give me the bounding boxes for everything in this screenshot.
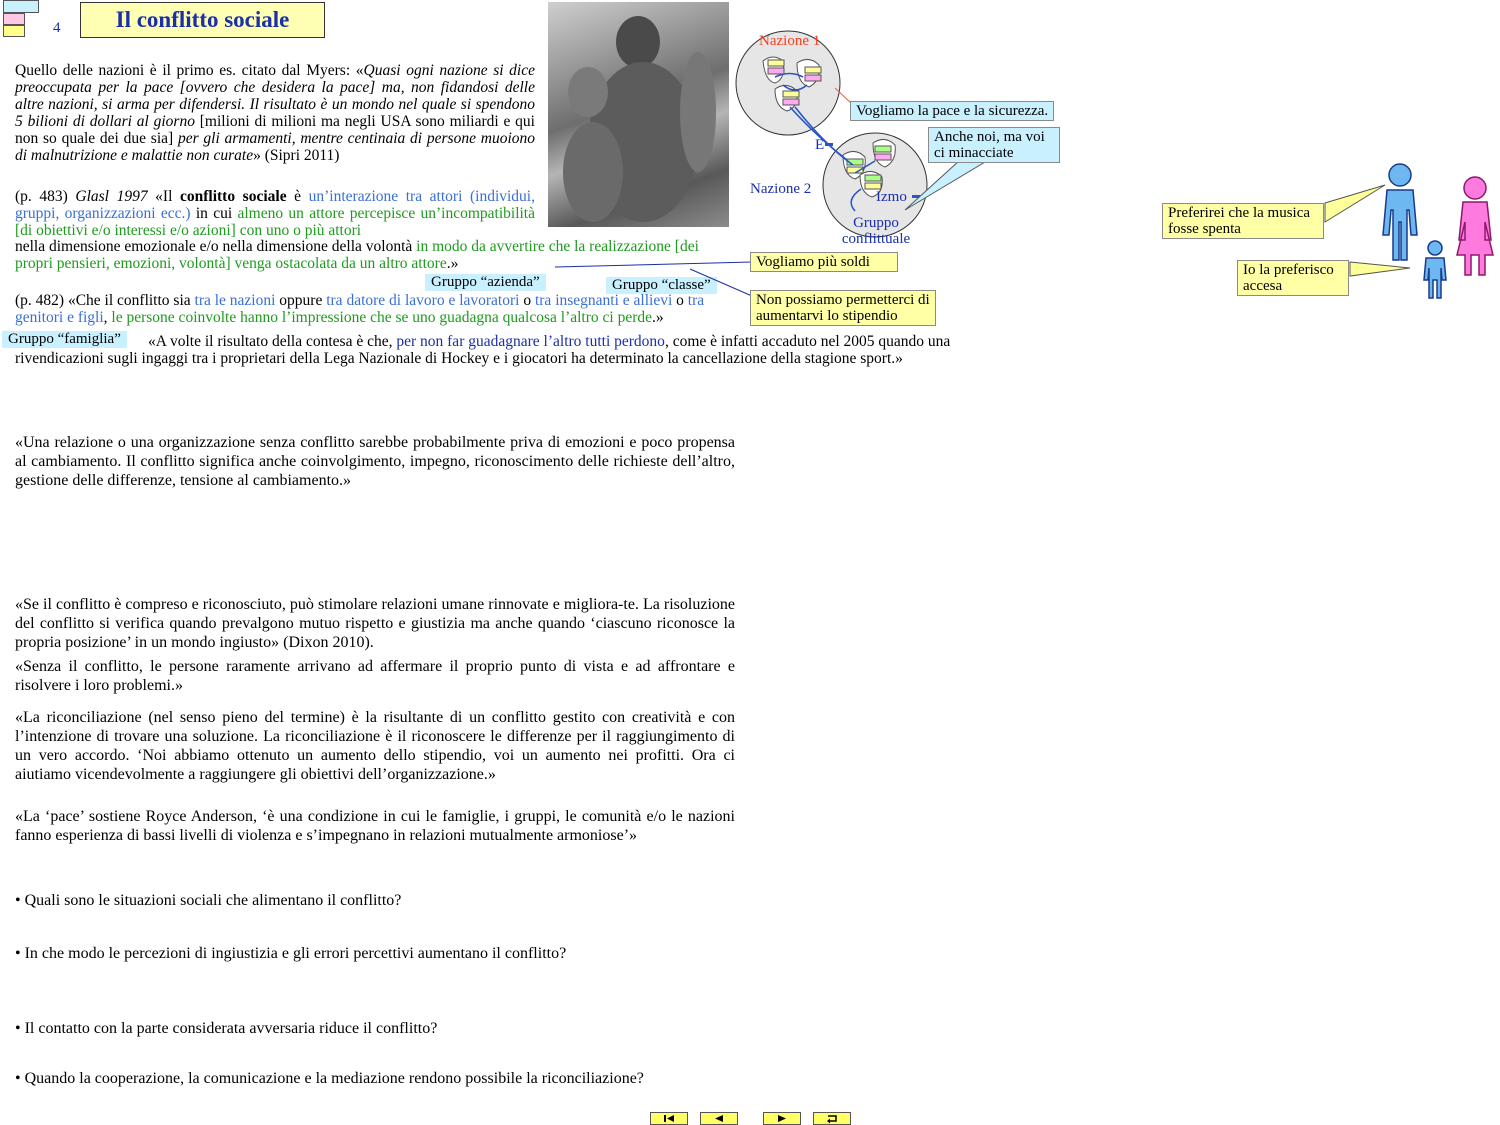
nav-return-button[interactable] (813, 1112, 851, 1125)
prev-icon (701, 1113, 737, 1124)
p482-c: oppure (275, 292, 327, 309)
tag-gruppo-famiglia: Gruppo “famiglia” (2, 331, 127, 348)
callout-piu-soldi: Vogliamo più soldi (750, 252, 898, 272)
mother-icon (1457, 177, 1493, 275)
nazione-1-label: Nazione 1 (759, 33, 821, 49)
glasl-g: in cui (190, 205, 238, 222)
hockey-a: «A volte il risultato della contesa è che, (148, 333, 397, 350)
intro-text-d: per gli armamenti, mentre centinaia di persone muoiono di malnutrizione e malattie non curate (15, 130, 535, 164)
p482-d: tra datore di lavoro e lavoratori (326, 292, 520, 309)
intro-text-e: » (Sipri 2011) (253, 147, 340, 164)
nav-prev-button[interactable] (700, 1112, 738, 1125)
glasl-c: «Il (147, 188, 180, 205)
hockey-b: per non far guadagnare l’altro tutti perdono (396, 333, 665, 350)
p482-j: le persone coinvolte hanno l’impressione che se uno guadagna qualcosa l’altro ci perde (111, 309, 653, 326)
p482-g: o (672, 292, 688, 309)
callout-musica-spenta: Preferirei che la musica fosse spenta (1162, 203, 1324, 239)
glasl-i: nella dimensione emozionale e/o nella dimensione della volontà (15, 238, 417, 255)
intro-text-a: Quello delle nazioni è il primo es. citato dal Myers: « (15, 62, 364, 79)
callout-pace-sicurezza: Vogliamo la pace e la sicurezza. (850, 101, 1054, 121)
father-icon (1383, 164, 1417, 260)
glasl-h: almeno un attore percepisce un’incompatibilità [di obiettivi e/o interessi e/o azioni] con uno o più attori (15, 205, 535, 239)
callout-lines (0, 0, 1500, 400)
glasl-b: Glasl 1997 (75, 188, 148, 205)
hockey-c: , come è infatti accaduto nel 2005 quando una rivendicazioni sugli ingaggi tra i proprietari della Lega Nazionale di Hockey e i giocatori ha determinato la cancellazione della stagione sport.» (15, 333, 951, 367)
p482-a: (p. 482) «Che il conflitto sia (15, 292, 195, 309)
callout-musica-accesa: Io la preferisco accesa (1237, 260, 1349, 296)
p482-b: tra le nazioni (194, 292, 276, 309)
question-4: • Quando la cooperazione, la comunicazione e la mediazione rendono possibile la riconciliazione? (15, 1070, 644, 1087)
p482-f: tra insegnanti e allievi (534, 292, 673, 309)
question-2: • In che modo le percezioni di ingiustizia e gli errori percettivi aumentano il conflitto? (15, 945, 567, 962)
nav-next-button[interactable] (763, 1112, 801, 1125)
nav-first-button[interactable] (650, 1112, 688, 1125)
return-icon (814, 1113, 850, 1124)
first-icon (651, 1113, 687, 1124)
glasl-j: in modo da avvertire che la realizzazione [dei propri pensieri, emozioni, volontà] venga ostacolata da un altro attore (15, 238, 699, 272)
tag-gruppo-azienda: Gruppo “azienda” (425, 274, 546, 291)
p482-k: .» (652, 309, 664, 326)
quote-senza-conflitto: «Senza il conflitto, le persone raramente arrivano ad affermare il proprio punto di vista e ad affrontare e risolvere i loro problemi.» (15, 658, 735, 694)
question-1: • Quali sono le situazioni sociali che alimentano il conflitto? (15, 892, 402, 909)
intro-text-b: Quasi ogni nazione si dice preoccupata per la pace [ovvero che desidera la pace] ma, non fidandosi delle altre nazioni, si arma per difendersi. Il risultato è un mondo nel quale si spendono 5 bilioni di dollari al giorno (15, 62, 535, 130)
quote-riconciliazione: «La riconciliazione (nel senso pieno del termine) è la risultante di un conflitto gestito con creatività e con l’intenzione di trovare una soluzione. La riconciliazione è il riconoscere le differenze per il raggiungimento di un vero accordo. ‘Noi abbiamo ottenuto un aumento dello stipendio, voi un aumento nei profitti. Ora ci aiutiamo vicendevolmente a raggiungere gli obiettivi dell’organizzazione.» (15, 709, 735, 783)
izmo-label: Izmo (876, 189, 907, 205)
e-label: E (815, 137, 825, 153)
question-3: • Il contatto con la parte considerata avversaria riduce il conflitto? (15, 1020, 438, 1037)
family-figures (1375, 160, 1500, 305)
glasl-e: è (286, 188, 309, 205)
gruppo-conflittuale-label: Gruppo conflittuale (841, 215, 911, 247)
quote-relazione: «Una relazione o una organizzazione senza conflitto sarebbe probabilmente priva di emozioni e poco propensa al cambiamento. Il conflitto significa anche coinvolgimento, impegno, riconoscimento delle richieste dell’altro, gestione delle differenze, tensione al cambiamento.» (15, 434, 735, 489)
tag-gruppo-classe: Gruppo “classe” (606, 277, 717, 294)
intro-text-c: [milioni di milioni ma negli USA sono miliardi e qui non so quale dei due sia] (15, 113, 535, 147)
p482-i: , (103, 309, 112, 326)
glasl-k: .» (446, 255, 459, 272)
quote-pace-anderson: «La ‘pace’ sostiene Royce Anderson, ‘è una condizione in cui le famiglie, i gruppi, le comunità e/o le nazioni fanno esperienza di bassi livelli di violenza e s’impegnano in relazioni mutualmente armoniose’» (15, 808, 735, 844)
next-icon (764, 1113, 800, 1124)
glasl-d: conflitto sociale (179, 188, 287, 205)
p482-e: o (519, 292, 535, 309)
quote-dixon: «Se il conflitto è compreso e riconosciuto, può stimolare relazioni umane rinnovate e migliora-te. La risoluzione del conflitto si verifica quando prevalgono mutuo rispetto e giustizia ma anche quando ‘ciascuno riconosce la propria posizione’ in un mondo ingiusto» (Dixon 2010). (15, 596, 735, 651)
glasl-a: (p. 483) (15, 188, 76, 205)
callout-ci-minacciate: Anche noi, ma voi ci minacciate (928, 127, 1060, 163)
glasl-f: un’interazione tra attori (individui, gruppi, organizzazioni ecc.) (15, 188, 535, 222)
p482-h: tra genitori e figli (15, 292, 705, 326)
child-icon (1424, 241, 1446, 298)
callout-stipendio: Non possiamo permetterci di aumentarvi lo stipendio (750, 290, 936, 326)
nazione-2-label: Nazione 2 (750, 181, 812, 197)
page-number: 4 (53, 20, 61, 36)
page-title: Il conflitto sociale (80, 2, 325, 38)
